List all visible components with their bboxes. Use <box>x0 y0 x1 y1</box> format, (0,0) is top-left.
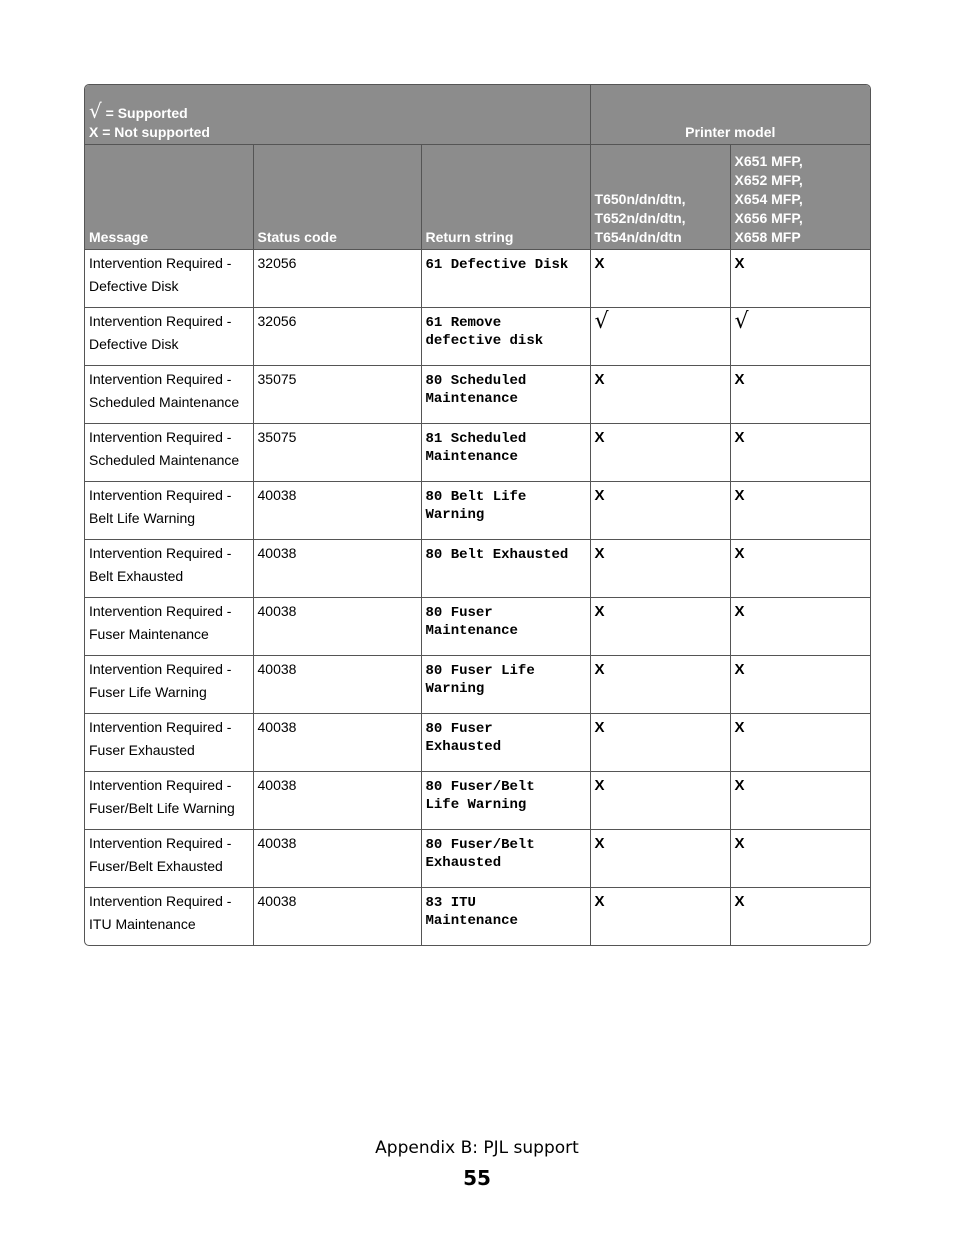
table-row <box>85 656 870 714</box>
model-x-support: X <box>730 540 870 598</box>
message-cell: Intervention Required - Defective Disk <box>85 308 253 366</box>
model-t-line: T650n/dn/dtn, <box>594 191 686 207</box>
message-cell: Intervention Required - Defective Disk <box>85 250 253 308</box>
return-string-cell: 80 Fuser Maintenance <box>421 598 590 656</box>
message-cell: Intervention Required - Scheduled Maintenance <box>85 424 253 482</box>
message-cell: Intervention Required - Belt Exhausted <box>85 540 253 598</box>
table-row <box>85 540 870 598</box>
table-row <box>85 830 870 888</box>
model-t-support: X <box>590 598 730 656</box>
model-t-support: X <box>590 714 730 772</box>
return-string-cell: 80 Fuser/Belt Exhausted <box>421 830 590 888</box>
return-string-cell: 80 Fuser/Belt Life Warning <box>421 772 590 830</box>
return-string-cell: 80 Fuser Exhausted <box>421 714 590 772</box>
status-code-cell: 32056 <box>253 250 421 308</box>
status-code-cell: 40038 <box>253 830 421 888</box>
message-cell: Intervention Required - Scheduled Maintenance <box>85 366 253 424</box>
status-code-header: Status code <box>253 145 421 250</box>
status-code-cell: 35075 <box>253 366 421 424</box>
message-cell: Intervention Required - Fuser/Belt Exhausted <box>85 830 253 888</box>
model-x-support: X <box>730 424 870 482</box>
model-t-support: X <box>590 424 730 482</box>
table-row <box>85 424 870 482</box>
model-x-support: X <box>730 598 870 656</box>
return-string-cell: 80 Belt Exhausted <box>421 540 590 598</box>
status-code-cell: 40038 <box>253 598 421 656</box>
message-cell: Intervention Required - ITU Maintenance <box>85 888 253 946</box>
check-icon: √ <box>89 99 102 123</box>
message-header: Message <box>85 145 253 250</box>
model-t-support: X <box>590 482 730 540</box>
status-code-cell: 35075 <box>253 424 421 482</box>
legend-supported <box>89 99 586 123</box>
column-header-row <box>85 145 870 250</box>
table-row <box>85 482 870 540</box>
return-string-cell: 80 Fuser Life Warning <box>421 656 590 714</box>
model-x-support: X <box>730 656 870 714</box>
legend-cell <box>85 85 590 145</box>
model-x-support: X <box>730 772 870 830</box>
model-x-line: X651 MFP, <box>734 153 803 169</box>
model-t-support: X <box>590 366 730 424</box>
return-string-cell: 61 Defective Disk <box>421 250 590 308</box>
legend-not-supported: X = Not supported <box>89 124 210 140</box>
legend-row <box>85 85 870 145</box>
status-code-cell: 32056 <box>253 308 421 366</box>
check-icon: √ <box>594 309 609 334</box>
model-t-header <box>590 145 730 250</box>
page-number: 55 <box>463 1166 491 1190</box>
footer-title: Appendix B: PJL support <box>375 1138 579 1158</box>
model-t-support: X <box>590 656 730 714</box>
model-x-support: X <box>730 366 870 424</box>
legend-supported-label: = Supported <box>105 105 188 121</box>
model-x-line: X656 MFP, <box>734 210 803 226</box>
model-x-support: X <box>730 888 870 946</box>
return-string-header: Return string <box>421 145 590 250</box>
model-x-support: X <box>730 482 870 540</box>
check-icon: √ <box>734 309 749 334</box>
status-code-cell: 40038 <box>253 540 421 598</box>
table-row <box>85 598 870 656</box>
message-cell: Intervention Required - Fuser Life Warning <box>85 656 253 714</box>
return-string-cell: 80 Belt Life Warning <box>421 482 590 540</box>
model-t-line: T652n/dn/dtn, <box>594 210 686 226</box>
table-row <box>85 888 870 946</box>
model-x-support: X <box>730 250 870 308</box>
table-row <box>85 366 870 424</box>
model-x-support <box>730 308 870 366</box>
message-cell: Intervention Required - Fuser/Belt Life Warning <box>85 772 253 830</box>
return-string-cell: 61 Remove defective disk <box>421 308 590 366</box>
model-x-line: X652 MFP, <box>734 172 803 188</box>
model-t-support: X <box>590 540 730 598</box>
printer-model-header: Printer model <box>590 85 870 145</box>
table-row <box>85 714 870 772</box>
model-x-line: X654 MFP, <box>734 191 803 207</box>
status-code-cell: 40038 <box>253 888 421 946</box>
message-cell: Intervention Required - Fuser Exhausted <box>85 714 253 772</box>
return-string-cell: 81 Scheduled Maintenance <box>421 424 590 482</box>
model-x-header <box>730 145 870 250</box>
return-string-cell: 83 ITU Maintenance <box>421 888 590 946</box>
model-t-line: T654n/dn/dtn <box>594 229 682 245</box>
model-t-support <box>590 308 730 366</box>
model-x-line: X658 MFP <box>734 229 801 245</box>
table-row <box>85 250 870 308</box>
pjl-message-table <box>84 84 871 946</box>
status-code-cell: 40038 <box>253 714 421 772</box>
model-t-support: X <box>590 888 730 946</box>
message-cell: Intervention Required - Fuser Maintenance <box>85 598 253 656</box>
return-string-cell: 80 Scheduled Maintenance <box>421 366 590 424</box>
message-cell: Intervention Required - Belt Life Warning <box>85 482 253 540</box>
model-t-support: X <box>590 830 730 888</box>
model-x-support: X <box>730 714 870 772</box>
status-code-cell: 40038 <box>253 656 421 714</box>
model-t-support: X <box>590 250 730 308</box>
table-row <box>85 308 870 366</box>
model-x-support: X <box>730 830 870 888</box>
model-t-support: X <box>590 772 730 830</box>
table-row <box>85 772 870 830</box>
status-code-cell: 40038 <box>253 772 421 830</box>
status-code-cell: 40038 <box>253 482 421 540</box>
